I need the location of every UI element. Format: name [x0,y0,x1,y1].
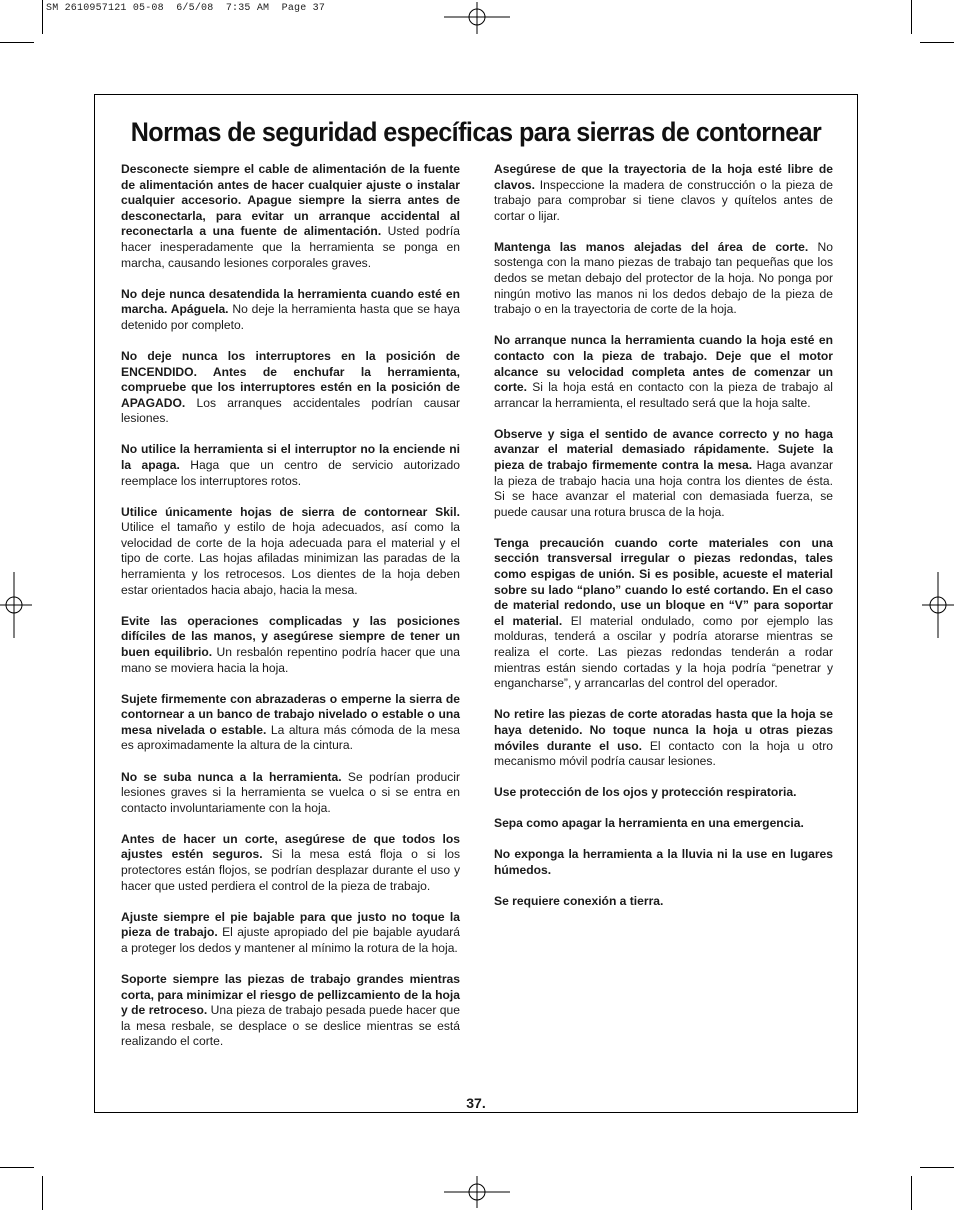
crop-mark [0,42,34,43]
safety-rule-text: Utilice el tamaño y estilo de hoja adecuados, así como la velocidad de corte de la hoja adecuada para el material y el tipo de corte. Las hojas afiladas minimizan las paradas de la herramienta y los retrocesos. Los dientes de la hoja deben estar orientados hacia abajo, hacia la mesa. [121,520,460,597]
safety-rule [121,692,460,754]
safety-rule [121,287,460,334]
safety-rule [494,816,833,832]
safety-rule-heading: Asegúrese de que la trayectoria de la hoja esté libre de clavos. [494,162,833,192]
safety-rule [121,349,460,427]
page-frame [94,94,858,1113]
safety-rule-text: Se podrían producir lesiones graves si la herramienta se vuelca o si se entra en contacto involuntariamente con la hoja. [121,769,460,815]
safety-rule-text: Los arranques accidentales podrían causar lesiones. [121,395,460,426]
safety-rule [494,894,833,910]
safety-rule-text: Inspeccione la madera de construcción o la pieza de trabajo para comprobar si tiene clavos y quítelos antes de cortar o lijar. [494,177,833,223]
safety-rule-heading: Antes de hacer un corte, asegúrese de que todos los ajustes estén seguros. [121,831,460,862]
safety-rule-heading: Observe y siga el sentido de avance correcto y no haga avanzar el material demasiado rápidamente. Sujete la pieza de trabajo firmemente contra la mesa. [494,426,833,472]
safety-rule-heading: No exponga la herramienta a la lluvia ni la use en lugares húmedos. [494,847,833,877]
safety-rule-text: Un resbalón repentino podría hacer que una mano se moviera hacia la hoja. [121,644,461,675]
safety-rule-text: Si la mesa está floja o si los protectores están flojos, se podrían desplazar durante el uso y hacer que usted perdiera el control de la pieza de trabajo. [121,847,460,893]
safety-rule-text: Una pieza de trabajo pesada puede hacer que la mesa resbale, se desplace o se deslice mientras se está realizando el corte. [121,1003,460,1049]
safety-rule-heading: Use protección de los ojos y protección respiratoria. [494,785,797,800]
safety-rule [494,707,833,769]
registration-mark-icon [444,1176,510,1208]
safety-rule [494,427,833,521]
crop-mark [920,42,954,43]
safety-rule [121,505,460,599]
safety-rule-text: No sostenga con la mano piezas de trabajo tan pequeñas que los dedos se metan debajo del protector de la hoja. No ponga por ningún motivo las manos ni los dedos debajo de la pieza de trabajo o en la trayectoria de corte de la hoja. [494,239,833,317]
crop-mark [0,1167,34,1168]
safety-rule [494,240,833,318]
registration-mark-icon [922,572,954,638]
safety-rule-heading: Soporte siempre las piezas de trabajo grandes mientras corta, para minimizar el riesgo de pellizcamiento de la hoja y de retroceso. [121,971,460,1018]
crop-mark [911,1176,912,1210]
right-column [494,162,833,925]
safety-rule [494,847,833,878]
safety-rule [121,832,460,894]
safety-rule-heading: Mantenga las manos alejadas del área de corte. [494,239,809,254]
safety-rule-text: La altura más cómoda de la mesa es aproximadamente la altura de la cintura. [121,722,460,753]
safety-rule [494,785,833,801]
safety-rule-heading: No deje nunca desatendida la herramienta cuando esté en marcha. Apáguela. [121,286,460,317]
safety-rule-text: El material ondulado, como por ejemplo las molduras, tenderá a oscilar y podría atorarse mientras se realiza el corte. Las piezas redondas tenderán a rodar mientras están siendo cortadas y la hoja podría “penetrar y engancharse”, y arrancarlas del control del operador. [494,613,833,691]
safety-rule-heading: Utilice únicamente hojas de sierra de contornear Skil. [121,504,460,519]
safety-rule-text: El ajuste apropiado del pie bajable ayudará a proteger los dedos y mantener al mínimo la rotura de la hoja. [121,925,461,955]
safety-rule [121,770,460,817]
page-title: Normas de seguridad específicas para sierras de contornear [130,117,822,147]
safety-rule [494,162,833,224]
safety-rule-text: No deje la herramienta hasta que se haya detenido por completo. [121,302,460,332]
safety-rule-heading: Ajuste siempre el pie bajable para que justo no toque la pieza de trabajo. [121,909,460,940]
safety-rule [121,442,460,489]
safety-rule-text: Haga que un centro de servicio autorizado reemplace los interruptores rotos. [121,458,460,488]
page-number: 37. [466,1095,486,1111]
safety-rule-heading: No retire las piezas de corte atoradas hasta que la hoja se haya detenido. No toque nunca la hoja u otras piezas móviles durante el uso. [494,707,833,753]
registration-mark-icon [0,572,32,638]
safety-rule-heading: Tenga precaución cuando corte materiales con una sección transversal irregular o piezas redondas, tales como espigas de unión. Si es posible, acueste el material sobre su lado “plano” cuando lo esté cortando. En el caso de material redondo, use un bloque en “V” para soportar el material. [494,535,833,628]
safety-rule [121,614,460,676]
crop-mark [42,0,43,34]
safety-rule-heading: No utilice la herramienta si el interruptor no la enciende ni la apaga. [121,442,460,472]
safety-rule-heading: Sujete firmemente con abrazaderas o emperne la sierra de contornear a un banco de trabajo nivelado o estable o una mesa nivelada o estable. [121,691,460,737]
safety-rule-text: El contacto con la hoja u otro mecanismo móvil podría causar lesiones. [494,738,833,769]
safety-rule [121,972,460,1050]
safety-rule-heading: Se requiere conexión a tierra. [494,894,664,909]
safety-rule [494,536,833,692]
safety-rule-heading: No se suba nunca a la herramienta. [121,769,342,784]
safety-rule-heading: Evite las operaciones complicadas y las posiciones difíciles de las manos, y asegúrese siempre de tener un buen equilibrio. [121,613,460,659]
safety-rule [121,162,460,271]
safety-rule-text: Usted podría hacer inesperadamente que la herramienta se ponga en marcha, causando lesiones corporales graves. [121,224,461,270]
print-slug: SM 2610957121 05-08 6/5/08 7:35 AM Page 37 [46,3,326,14]
safety-rule-heading: No arranque nunca la herramienta cuando la hoja esté en contacto con la pieza de trabajo. Deje que el motor alcance su velocidad completa antes de comenzar un corte. [494,333,833,395]
safety-rule [494,333,833,411]
safety-rule-heading: Desconecte siempre el cable de alimentación de la fuente de alimentación antes de hacer cualquier ajuste o instalar cualquier accesorio. Apague siempre la sierra antes de desconectarla, para evitar un arranque accidental al reconectarla a una fuente de alimentación. [121,162,460,239]
crop-mark [911,0,912,34]
safety-rule-heading: Sepa como apagar la herramienta en una emergencia. [494,816,804,831]
crop-mark [42,1176,43,1210]
left-column [121,162,460,1065]
crop-mark [920,1167,954,1168]
safety-rule-text: Si la hoja está en contacto con la pieza de trabajo al arrancar la herramienta, el resultado será que la hoja salte. [494,380,833,410]
safety-rule-text: Haga avanzar la pieza de trabajo hacia una hoja contra los dientes de ésta. Si se hace avanzar el material con demasiada fuerza, se puede causar una rotura brusca de la hoja. [494,458,833,519]
safety-rule [121,910,460,957]
registration-mark-icon [444,2,510,34]
safety-rule-heading: No deje nunca los interruptores en la posición de ENCENDIDO. Antes de enchufar la herramienta, compruebe que los interruptores estén en la posición de APAGADO. [121,348,460,410]
